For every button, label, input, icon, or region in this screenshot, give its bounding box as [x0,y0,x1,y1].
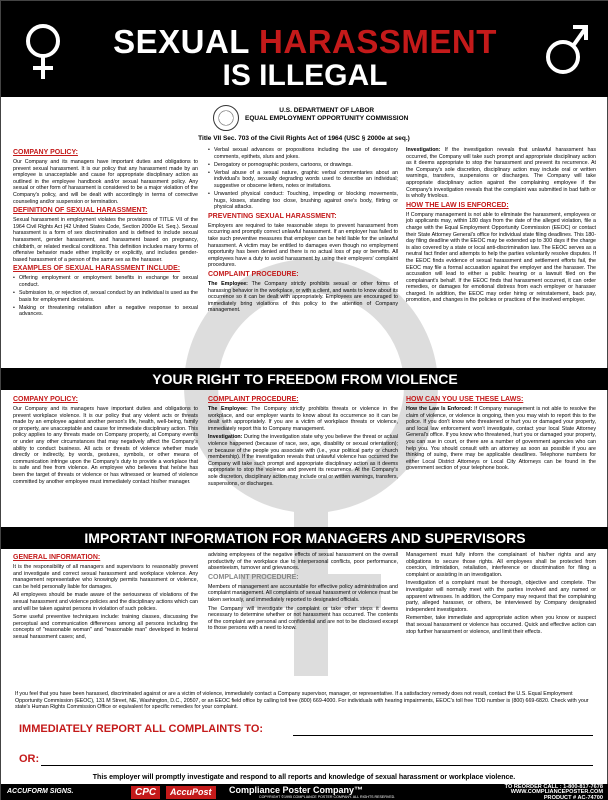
violence-policy-heading: COMPANY POLICY: [13,396,78,403]
list-item: • Offering employment or employment benefits in exchange for sexual conduct. [13,275,198,288]
product-number: PRODUCT # AC-74700 [543,794,603,800]
employee-lead: The Employee: [208,406,248,412]
male-symbol-icon [545,19,589,77]
harassment-col3 [406,147,596,306]
accupost-logo: AccuPost [166,786,216,799]
violence-col1 [13,394,198,487]
title-vii-citation: Title VII Sec. 703 of the Civil Rights Act of 1964 (USC § 2000e at seq.) [198,135,410,142]
managers-col2 [208,552,398,634]
investigation-text: If the investigation reveals that unlawful harassment has occurred, the Company will take such prompt and appropriate disciplinary action as it deems appropriate to stop the harassment and prevent its recurrence. At the Company's sole discretion, disciplinary action may include oral or written warnings, transfers, suspensions or discharges. The Company will take appropriate disciplinary action against the complaining employee if the Company's investigation reveals that the complaint was submitted in bad faith or is wholly frivolous. [406,147,596,200]
report-line [293,735,593,736]
general-info-p3: Some useful preventive techniques include: training classes, discussing the perceptual and communication differences among all persons including the concepts of "reasonable woman" and "reasonable man" developed in federal sexual harassment cases; and, [13,614,198,640]
examples-list-continued [208,147,398,211]
list-item: • Unwanted physical conduct: Touching, impeding or blocking movements, hugs, kisses, standing too close, brushing against one's body, flirting or physical attacks. [208,191,398,211]
list-item: • Making or threatening retaliation after a negative response to sexual advances. [13,305,198,318]
examples-heading: EXAMPLES OF SEXUAL HARASSMENT INCLUDE: [13,265,181,273]
employee-text: The Company strictly prohibits threats or violence in the workplace, and our employer wants to know about its occurrence so it can be dealt with appropriately. If you are a victim of workplace threats or violence, immediately report this to Company management. [208,406,398,432]
list-item: • Submission to, or rejection of, sexual conduct by an individual is used as the basis for employment decisions. [13,290,198,303]
investigation-lead: Investigation: [406,147,441,153]
managers-banner: IMPORTANT INFORMATION FOR MANAGERS AND SUPERVISORS [1,527,608,549]
investigation-paragraph [406,147,596,200]
poster-subtitle: IS ILLEGAL [222,59,388,92]
managers-col2-p2: Members of management are accountable for effective policy administration and complaint management. All complaints of sexual harassment or violence must be taken seriously, and immediately reported to designated officials. [208,583,398,603]
report-complaints-label: IMMEDIATELY REPORT ALL COMPLAINTS TO: [19,723,264,735]
title-word-harassment: HARASSMENT [259,23,497,60]
poster-title [1,23,608,61]
managers-col2-p3: The Company will investigate the complaint or take other steps it deems necessary to determine whether or not harassment has occurred. The contents of the complaint are personal and confidential and are not to be disclosed except to those persons with a need to know. [208,605,398,632]
general-info-p2: All employees should be made aware of the seriousness of violations of the sexual harassment and violence policies and the disciplinary actions which can and will be taken against persons in violation of such policies. [13,592,198,612]
agency-line1: U.S. DEPARTMENT OF LABOR [279,107,375,114]
use-laws-text: If Company management is not able to resolve the claim of violence, or violence is ongoing, then you may wish to report this to the police. If you don't know who threatened or hurt you or damaged your property, and local law enforcement won't investigate, contact your local State Attorney General's office. If you know who threatened, hurt you or damaged your property, you can sue in court, or there are a number of government agencies who can help you. You should consult with an attorney as soon as possible if you are thinking of suing, there may be applicable deadlines. Telephone numbers for either Local District Attorneys or Local City Attorneys can be found in the government section of your telephone book. [406,406,597,472]
company-policy-text: Our Company and its managers have important duties and obligations to prevent sexual harassment. It is our policy that any harassment made by an employee is unacceptable and cause for appropriate disciplinary action as outlined in the employee handbook and/or sexual harassment policy. Any sexual or other form of harassment is considered to be a major violation of the Company's policy, and will be dealt with accordingly in terms of corrective counseling and/or suspension or termination. [13,159,198,205]
complaint-heading: COMPLAINT PROCEDURE: [208,271,299,278]
complaint-paragraph [208,281,398,314]
employer-promise: This employer will promptly investigate and respond to all reports and knowledge of sexual harassment or workplace violence. [92,774,516,781]
if-you-feel-text: If you feel that you have been harassed, discriminated against or are a victim of violence, immediately contact a Company supervisor, manager, or representative. If a satisfactory remedy does not result, contact the U.S. Equal Employment Opportunity Commission (EEOC), 131 M Street, NE, Washington, D.C., 20507, or an EEOC field office by calling toll free (800) 669-4000. For individuals with hearing impairments, EEOC's toll free TDD number is (800) 669-6820. Check with your state's Human Rights Commission Office or equivalent for specific remedies for your complaint. [15,691,589,710]
violence-banner: YOUR RIGHT TO FREEDOM FROM VIOLENCE [1,368,608,390]
law-enforced-text: If Company management is not able to eliminate the harassment, employees or job applicants may, within 180 days from the date of the alleged violation, file a charge with the Equal Employment Opportunity Commission (EEOC) or contact their State Attorney General's office for individual state filing deadlines. This 180-day filing deadline with the EEOC may be extended up to 300 days if the charge is also covered by a state or local anti-discrimination law. The EEOC serves as a neutral fact finder and attempts to help the parties voluntarily resolve disputes. If the EEOC finds evidence of sexual harassment and settlement efforts fail, the EEOC may file a formal accusation against the employer and the harasser. The accusation will lead to either a public hearing or a lawsuit filed on the complainant's behalf. If the EEOC finds that harassment occurred, it can order remedies, or damages for emotional distress from each employer or harasser charged. In addition, the EEOC may order hiring or reinstatement, back pay, promotion, and changes in the policies or practices of the involved employer. [406,211,596,304]
harassment-col1 [13,147,198,320]
cpc-logo: CPC [131,786,160,799]
copyright: COPYRIGHT ©1995 COMPLIANCE POSTER COMPANY. ALL RIGHTS RESERVED. [259,795,396,799]
preventing-text: Employers are required to take reasonable steps to prevent harassment from occurring and promptly correct unlawful harassment. If an employer has failed to take such preventive measures that employer can be held liable for the unlawful harassment. A victim may be entitled to damages even though no employment opportunity has been denied and there is no actual loss of pay or benefits. All employees have a duty to avoid harassment by using their employers' complaint procedures. [208,222,398,269]
or-line [41,765,593,766]
employee-lead: The Employee: [208,281,248,287]
use-laws-heading: HOW CAN YOU USE THESE LAWS: [406,396,524,403]
title-word-sexual: SEXUAL [113,23,260,60]
header [1,1,608,97]
violence-col2 [208,394,398,489]
managers-col3-p2: Investigation of a complaint must be thorough, objective and complete. The investigator will normally meet with the parties involved and any named or apparent witnesses. In addition, the Company may request that the complaining party, alleged harasser, or others, be interviewed by Company designated independent investigators. [406,580,596,613]
examples-list [13,275,198,318]
reorder-info [505,785,603,800]
reorder-phone: TO REORDER CALL : 1-800-817-7678 [504,784,603,790]
or-label: OR: [19,753,40,765]
violence-investigation-paragraph [208,434,398,487]
agency-block [245,107,408,123]
accuform-logo: ACCUFORM SIGNS. [7,788,74,795]
violence-employee-paragraph [208,406,398,432]
list-item: • Derogatory or pornographic posters, cartoons, or drawings. [208,162,398,169]
company-name: Compliance Poster Company™ [229,785,364,795]
definition-heading: DEFINITION OF SEXUAL HARASSMENT: [13,207,148,215]
law-lead: How the Law Is Enforced: [406,406,473,412]
managers-col2-p1: advising employees of the negative effects of sexual harassment on the overall productivity of the workplace due to interpersonal conflicts, poor performance, absenteeism, turnover and grievances. [208,552,398,572]
law-enforced-heading: HOW THE LAW IS ENFORCED: [406,201,509,209]
dol-seal-icon [213,105,239,131]
list-item: • Verbal sexual advances or propositions including the use of derogatory comments, epithets, slurs and jokes. [208,147,398,160]
footer [1,784,608,800]
investigation-text: During the investigation state why you believe the threat or actual violence happened (because of race, sex, age, disability or sexual orientation); or because of the people you associate with (i.e., your political party or church membership). If the investigation reveals that unlawful violence has occurred the Company will take such prompt and appropriate disciplinary action as it deems appropriate to stop the violence and prevent its recurrence. At the Company's sole discretion, disciplinary action may include oral or written warnings, transfers, suspensions, or discharges. [208,434,398,487]
investigation-lead: Investigation: [208,434,243,441]
managers-col3-p3: Remember, take immediate and appropriate action when you know or suspect that sexual harassment or violence has occurred. Quick and effective action can stop further harassment or violence, and limit their effects. [406,615,596,635]
definition-text: Sexual harassment in employment violates the provisions of TITLE VII of the 1964 Civil Rights Act (42 United States Code, Section 2000e Et. Seq.). Sexual harassment is a form of sex discrimination and is defined to include sexual harassment, gender harassment, and harassment based on pregnancy, childbirth, or related medical conditions. This definition includes many forms of offensive behavior made either implicitly or explicitly, and includes gender-based harassment of a person of the same sex as the harasser. [13,217,198,263]
list-item: • Verbal abuse of a sexual nature, graphic verbal commentaries about an individual's body, sexually degrading words used to describe an individual; suggestive or obscene letters, notes or invitations. [208,170,398,190]
managers-complaint-heading: COMPLAINT PROCEDURE: [208,573,299,581]
complaint-text: The Company strictly prohibits sexual or other forms of harassing behavior in the workplace, or with a client, and wants to know about its occurrence so it can be dealt with appropriately. Employees are encouraged to immediately bring violations of this policy to the attention of Company management. [208,281,398,314]
managers-col1 [13,552,198,643]
managers-col3-p1: Management must fully inform the complainant of his/her rights and any obligations to secure those rights. All employees shall be protected from coercion, intimidation, retaliation, interference or discrimination for filing a complaint or assisting in an investigation. [406,552,596,578]
violence-complaint-heading: COMPLAINT PROCEDURE: [208,396,299,403]
website: WWW.COMPLIANCEPOSTER.COM [510,789,603,796]
managers-col3 [406,552,596,637]
agency-line2: EQUAL EMPLOYMENT OPPORTUNITY COMMISSION [245,115,409,122]
preventing-heading: PREVENTING SEXUAL HARASSMENT: [208,212,337,220]
company-policy-heading: COMPANY POLICY: [13,149,78,156]
violence-col3 [406,394,596,474]
harassment-col2 [208,147,398,316]
general-info-p1: It is the responsibility of all managers and supervisors to reasonably prevent and investigate and correct sexual harassment and workplace violence. Any management representative who knowingly permits harassment or violence, can be held personally liable for damages. [13,564,198,590]
general-info-heading: GENERAL INFORMATION: [13,554,101,561]
use-laws-paragraph [406,406,596,472]
violence-policy-text: Our Company and its managers have important duties and obligations to prevent workplace violence. It is our policy that any violent acts or threats made by an employee against another person's life, health, well-being, family or property, are unacceptable and cause for immediate disciplinary action. This policy applies to any threats made on Company property, at Company events or under any other circumstances that may negatively affect the Company's ability to conduct business. All acts or threats of violence whether made directly or indirectly, by words, gestures, symbols, or other means of communication infringe upon the Company's duty to provide a workplace that is safe and free from violence. An employee who believes that he/she has been the target of threats or violence or has witnessed or learned of violence committed by another employee must immediately contact his/her manager. [13,406,198,485]
